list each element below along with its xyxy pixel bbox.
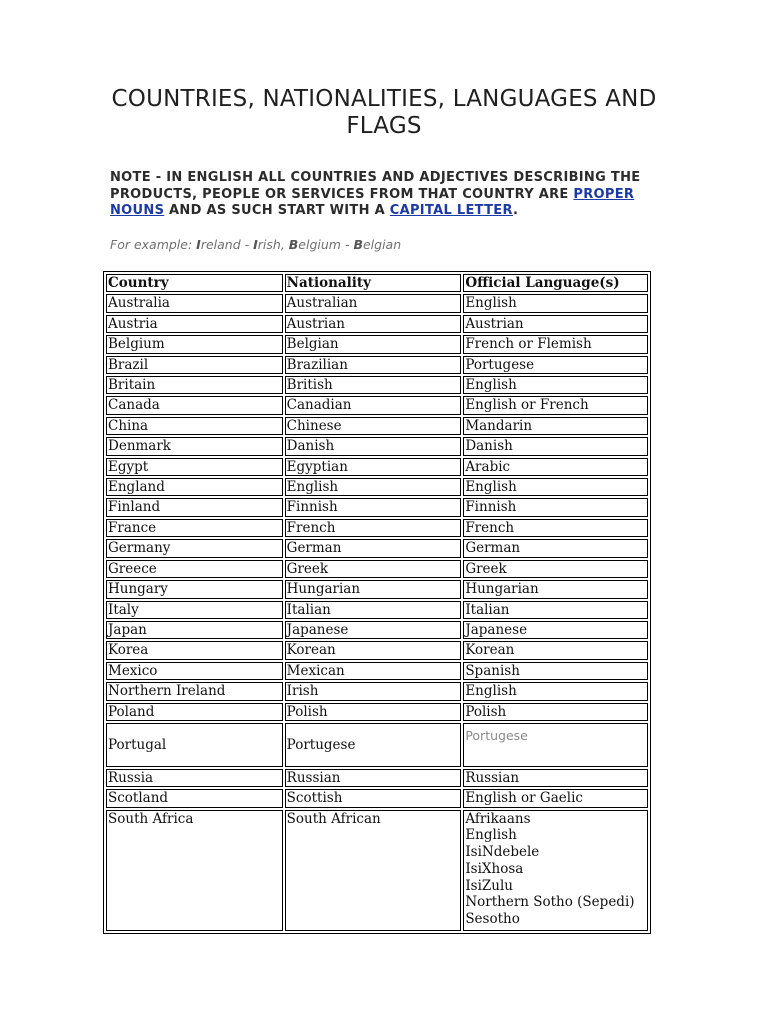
cell-country: Belgium: [106, 335, 283, 353]
capital-letter-link[interactable]: CAPITAL LETTER: [389, 203, 514, 218]
cell-nationality: German: [285, 539, 462, 557]
language-item: English: [465, 827, 517, 844]
note-suffix: .: [513, 203, 519, 218]
table-row: [106, 458, 648, 476]
countries-table: [103, 271, 651, 934]
example-text: reland -: [200, 237, 254, 252]
cell-nationality: British: [285, 376, 462, 394]
table-row: [106, 621, 648, 639]
table-row: [106, 580, 648, 598]
table-row: [106, 789, 648, 807]
cell-country: Northern Ireland: [106, 682, 283, 700]
cell-country: Hungary: [106, 580, 283, 598]
cell-country: Australia: [106, 294, 283, 312]
language-item: Afrikaans: [465, 810, 531, 827]
cell-country: Austria: [106, 315, 283, 333]
table-row: [106, 396, 648, 414]
table-row: [106, 703, 648, 721]
cell-country: Britain: [106, 376, 283, 394]
language-item: IsiNdebele: [465, 844, 540, 861]
example-initial: B: [353, 237, 363, 252]
table-row: [106, 601, 648, 619]
table-row: [106, 810, 648, 931]
cell-nationality: Canadian: [285, 396, 462, 414]
cell-language: Korean: [463, 641, 648, 659]
cell-language: Italian: [463, 601, 648, 619]
cell-language: Portugese: [463, 723, 648, 767]
cell-nationality: Finnish: [285, 498, 462, 516]
table-row: [106, 356, 648, 374]
table-row: [106, 539, 648, 557]
cell-nationality: Chinese: [285, 417, 462, 435]
cell-country: England: [106, 478, 283, 496]
cell-nationality: English: [285, 478, 462, 496]
cell-nationality: Korean: [285, 641, 462, 659]
cell-language: French or Flemish: [463, 335, 648, 353]
cell-language: English: [463, 682, 648, 700]
table-row: [106, 335, 648, 353]
note-middle: AND AS SUCH START WITH A: [164, 203, 390, 218]
cell-language: English or French: [463, 396, 648, 414]
table-row: [106, 478, 648, 496]
table-row: [106, 641, 648, 659]
cell-language: English: [463, 376, 648, 394]
table-row: [106, 519, 648, 537]
table-row: [106, 723, 648, 767]
cell-nationality: French: [285, 519, 462, 537]
cell-language: German: [463, 539, 648, 557]
cell-nationality: Polish: [285, 703, 462, 721]
example-initial: I: [196, 237, 201, 252]
proper-nouns-link[interactable]: PROPER NOUNS: [110, 186, 635, 218]
example-text: elgian: [362, 237, 402, 252]
cell-country: Italy: [106, 601, 283, 619]
table-row: [106, 769, 648, 787]
cell-nationality: Irish: [285, 682, 462, 700]
cell-country: China: [106, 417, 283, 435]
cell-country: Russia: [106, 769, 283, 787]
cell-nationality: Egyptian: [285, 458, 462, 476]
language-item: Sesotho: [465, 910, 520, 927]
cell-language: English: [463, 478, 648, 496]
cell-nationality: Hungarian: [285, 580, 462, 598]
note-prefix: NOTE - IN ENGLISH ALL COUNTRIES AND ADJECTIVES DESCRIBING THE PRODUCTS, PEOPLE OR SERVICES FROM THAT COUNTRY ARE: [110, 170, 641, 202]
cell-language: Portugese: [463, 356, 648, 374]
page-title: COUNTRIES, NATIONALITIES, LANGUAGES AND FLAGS: [111, 86, 657, 139]
example-initial: B: [288, 237, 299, 252]
example-text: elgium -: [298, 237, 354, 252]
cell-language: French: [463, 519, 648, 537]
language-item: Northern Sotho (Sepedi): [465, 894, 635, 911]
table-row: [106, 294, 648, 312]
cell-country: Denmark: [106, 437, 283, 455]
cell-nationality: Russian: [285, 769, 462, 787]
example-lead: For example:: [110, 237, 197, 252]
cell-language: Mandarin: [463, 417, 648, 435]
cell-language-list: [463, 810, 648, 931]
cell-nationality: Brazilian: [285, 356, 462, 374]
cell-language: English: [463, 294, 648, 312]
cell-language: Polish: [463, 703, 648, 721]
example-initial: I: [253, 237, 258, 252]
cell-language: Japanese: [463, 621, 648, 639]
cell-nationality: Austrian: [285, 315, 462, 333]
language-item: IsiXhosa: [465, 860, 524, 877]
cell-country: Japan: [106, 621, 283, 639]
cell-country: Brazil: [106, 356, 283, 374]
table-row: [106, 315, 648, 333]
cell-country: Canada: [106, 396, 283, 414]
example-line: [110, 237, 401, 252]
language-item: IsiZulu: [465, 877, 513, 894]
table-row: [106, 682, 648, 700]
table-header-row: [106, 274, 648, 292]
table-row: [106, 560, 648, 578]
cell-language: Greek: [463, 560, 648, 578]
cell-nationality: Australian: [285, 294, 462, 312]
example-text: rish,: [257, 237, 289, 252]
cell-country: Mexico: [106, 662, 283, 680]
cell-language: Austrian: [463, 315, 648, 333]
cell-country: Greece: [106, 560, 283, 578]
header-languages: Official Language(s): [463, 274, 648, 292]
cell-language: Hungarian: [463, 580, 648, 598]
cell-country: Korea: [106, 641, 283, 659]
cell-country: Finland: [106, 498, 283, 516]
cell-nationality: Italian: [285, 601, 462, 619]
cell-nationality: Danish: [285, 437, 462, 455]
cell-country: Portugal: [106, 723, 283, 767]
cell-language: Arabic: [463, 458, 648, 476]
cell-language: Danish: [463, 437, 648, 455]
cell-country: Poland: [106, 703, 283, 721]
cell-language: Russian: [463, 769, 648, 787]
cell-country: Scotland: [106, 789, 283, 807]
cell-country: Egypt: [106, 458, 283, 476]
note-paragraph: [110, 170, 655, 220]
table-row: [106, 376, 648, 394]
table-row: [106, 437, 648, 455]
cell-language: Finnish: [463, 498, 648, 516]
cell-nationality: Greek: [285, 560, 462, 578]
cell-country: Germany: [106, 539, 283, 557]
header-nationality: Nationality: [285, 274, 462, 292]
header-country: Country: [106, 274, 283, 292]
table-row: [106, 662, 648, 680]
cell-nationality: Portugese: [285, 723, 462, 767]
cell-country: South Africa: [106, 810, 283, 931]
cell-language: English or Gaelic: [463, 789, 648, 807]
cell-country: France: [106, 519, 283, 537]
cell-language: Spanish: [463, 662, 648, 680]
cell-nationality: Japanese: [285, 621, 462, 639]
table-row: [106, 417, 648, 435]
cell-nationality: Mexican: [285, 662, 462, 680]
cell-nationality: Belgian: [285, 335, 462, 353]
cell-nationality: South African: [285, 810, 462, 931]
cell-nationality: Scottish: [285, 789, 462, 807]
table-row: [106, 498, 648, 516]
